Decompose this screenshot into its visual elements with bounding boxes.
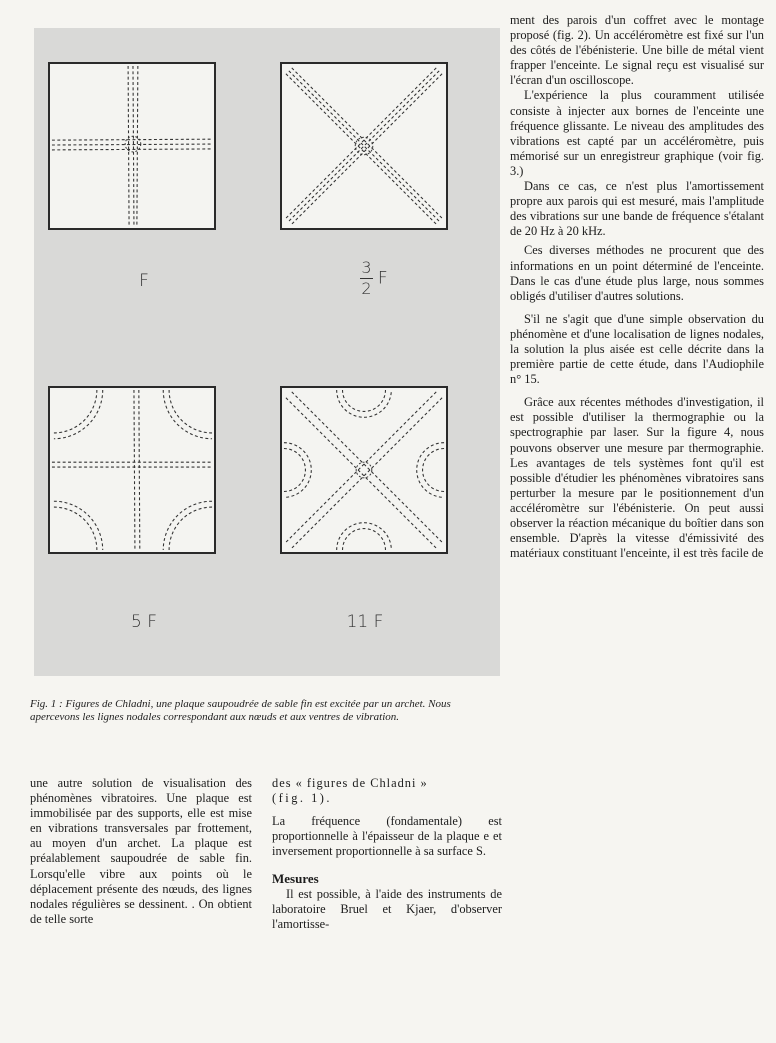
column3-paragraph-1: ment des parois d'un coffret avec le montage proposé (fig. 2). Un accéléromètre est fixé sur l'un des côtés de l'ébénisterie. Une bille de métal vient frapper l'enceinte. Le signal reçu est visualisé sur l'écran d'un oscilloscope.	[510, 13, 764, 88]
column2-paragraph-3: Il est possible, à l'aide des instruments de laboratoire Bruel et Kjaer, d'observer l'amortisse-	[272, 886, 502, 931]
chladni-plate-3-2-f	[280, 62, 448, 230]
chladni-pattern-x-arcs	[282, 388, 446, 552]
column3-paragraph-3: Dans ce cas, ce n'est plus l'amortissement propre aux parois qui est mesuré, mais l'amplitude des vibrations sur une bande de fréquence s'étalant de 20 Hz à 20 kHz.	[510, 179, 764, 239]
plate-label-f: F	[139, 271, 149, 291]
column2-paragraph-2: La fréquence (fondamentale) est proportionnelle à l'épaisseur de la plaque e et inversement proportionnelle à sa surface S.	[272, 814, 502, 859]
chladni-plate-5f	[48, 386, 216, 554]
column3-paragraph-4: Ces diverses méthodes ne procurent que des informations en un point déterminé de l'enceinte. Dans le cas d'une étude plus large, nous sommes obligés d'utiliser d'autres solutions.	[510, 243, 764, 303]
column3-paragraph-2: L'expérience la plus couramment utilisée consiste à injecter aux bornes de l'enceinte une fréquence glissante. Le niveau des amplitudes des vibrations est capté par un accéléromètre, puis mémorisé sur un enregistreur graphique (voir fig. 3.)	[510, 88, 764, 178]
chladni-pattern-cross	[50, 64, 214, 228]
plate-label-3-2-f: $\frac{3}{2}$ F	[361, 258, 388, 298]
plate-label-5f: 5 F	[131, 612, 157, 632]
chladni-plate-11f	[280, 386, 448, 554]
column3-paragraph-5: S'il ne s'agit que d'une simple observation du phénomène et d'une localisation de lignes nodales, la solution la plus aisée est celle décrite dans la première partie de cette étude, dans l'Audiophile n° 15.	[510, 311, 764, 387]
caption-lead: Fig. 1 :	[30, 698, 63, 710]
section-heading-mesures: Mesures	[272, 871, 319, 887]
text-column-2	[272, 776, 502, 932]
figure-chladni	[34, 28, 500, 676]
figure-caption	[30, 698, 502, 724]
caption-text: Figures de Chladni, une plaque saupoudrée de sable fin est excitée par un archet. Nous apercevons les lignes nodales correspondant aux nœuds et aux ventres de vibration.	[30, 698, 451, 723]
column3-paragraph-6: Grâce aux récentes méthodes d'investigation, il est possible d'utiliser la thermographie ou la spectrographie par laser. Sur la figure 4, nous pouvons observer une mesure par thermographie. Les avantages de tels systèmes font qu'il est possible d'étudier les phénomènes vibratoires sans perturber la mesure par le positionnement d'un accéléromètre sur l'ébénisterie. On peut aussi observer la réaction mécanique du boîtier dans son ensemble. D'après la vitesse d'émissivité des matériaux constituant l'enceinte, il est très facile de	[510, 395, 764, 561]
column2-paragraph-1b: (fig. 1).	[272, 791, 333, 806]
chladni-pattern-x	[282, 64, 446, 228]
text-column-1	[30, 776, 252, 927]
column1-paragraph-1: une autre solution de visualisation des phénomènes vibratoires. Une plaque est immobilisée par des supports, elle est mise en vibrations transversales par frottement, au moyen d'un archet. La plaque est préalablement saupoudrée de sable fin. Lorsqu'elle vibre aux points où le déplacement présente des nœuds, des lignes nodales régulières se dessinent. . On obtient de telle sorte	[30, 776, 252, 926]
fraction-3-2: $\frac{3}{2}$	[361, 258, 372, 298]
text-column-3	[510, 13, 764, 561]
chladni-plate-f	[48, 62, 216, 230]
plate-label-11f: 11 F	[346, 612, 384, 632]
column2-paragraph-1a: des « figures de Chladni »	[272, 776, 428, 790]
chladni-pattern-cross-arcs	[50, 388, 214, 552]
